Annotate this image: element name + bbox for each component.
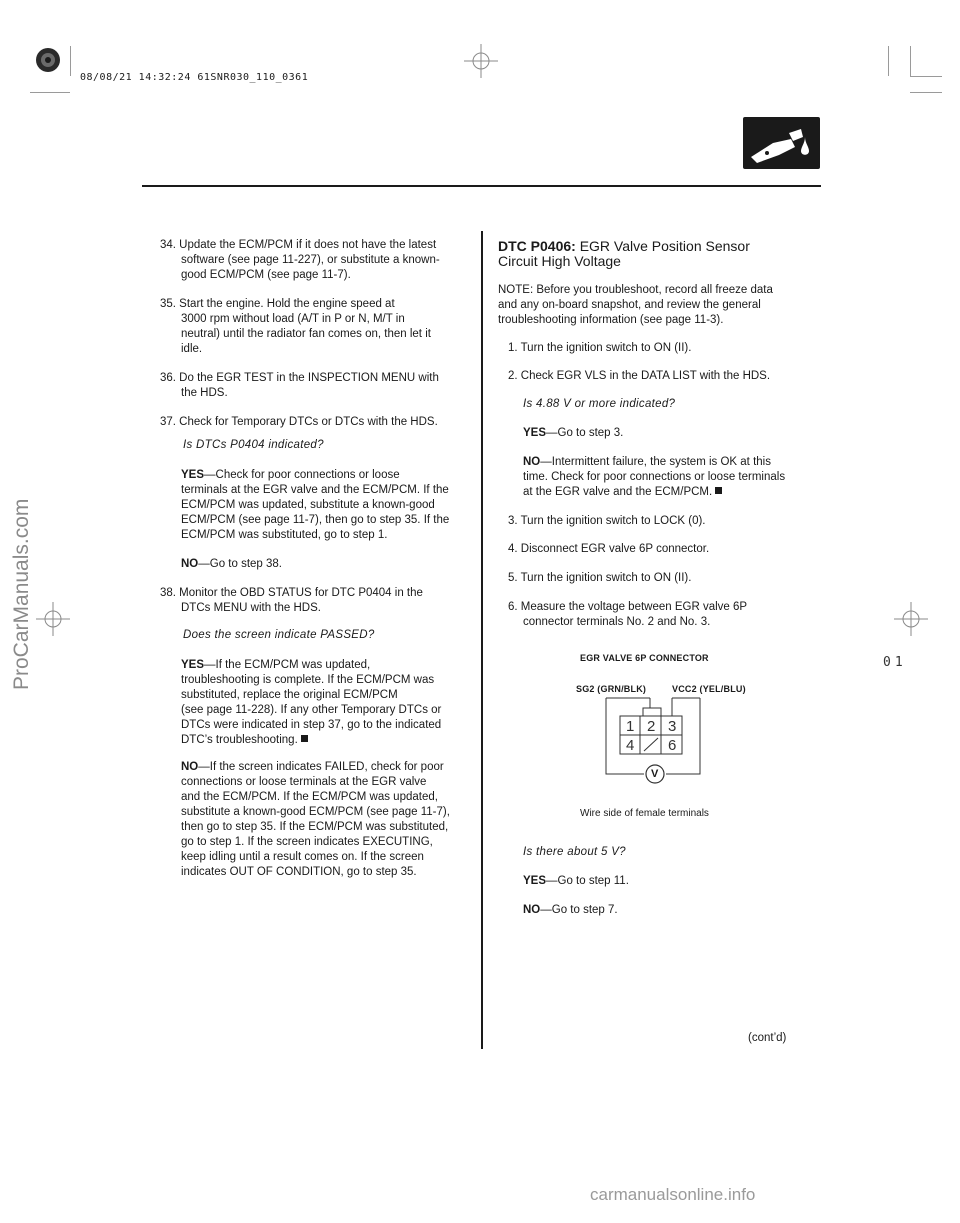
yes-answer-r1: YES—Go to step 3. (523, 427, 624, 439)
no-answer-1: NO—Go to step 38. (181, 558, 282, 570)
dash: — (204, 659, 216, 671)
registration-crosshair-right (894, 602, 928, 636)
yes-label: YES (523, 875, 547, 887)
question-p0404: Is DTCs P0404 indicated? (183, 439, 324, 451)
dash: — (198, 558, 210, 570)
header-rule (142, 185, 821, 187)
voltmeter-label: V (651, 768, 659, 780)
yes-label: YES (181, 469, 205, 481)
dash: — (546, 427, 558, 439)
dash: — (546, 875, 558, 887)
crop-mark (910, 92, 942, 93)
page-number: 01 (883, 655, 907, 670)
print-stamp: 08/08/21 14:32:24 61SNR030_110_0361 (80, 72, 309, 83)
dash: — (540, 904, 552, 916)
step-37: 37. Check for Temporary DTCs or DTCs with the HDS. (160, 416, 438, 428)
pin-1: 1 (626, 718, 635, 735)
section-tab (743, 117, 820, 169)
end-square-icon (715, 487, 722, 494)
pin-4: 4 (626, 737, 635, 754)
end-square-icon (301, 735, 308, 742)
vcc2-wire-label: VCC2 (YEL/BLU) (672, 684, 746, 694)
step-5: 5. Turn the ignition switch to ON (II). (508, 572, 692, 584)
dtc-heading-line-2: Circuit High Voltage (498, 253, 621, 269)
step-3: 3. Turn the ignition switch to LOCK (0). (508, 515, 706, 527)
no-label: NO (181, 558, 199, 570)
crop-mark (910, 46, 911, 76)
pin-2: 2 (647, 718, 656, 735)
column-divider (481, 231, 483, 1049)
crop-mark (70, 46, 71, 76)
side-watermark: ProCarManuals.com (10, 498, 33, 690)
registration-crosshair-left (36, 602, 70, 636)
crop-mark (30, 92, 70, 93)
pin-6: 6 (668, 737, 677, 754)
no-label: NO (523, 904, 541, 916)
dash: — (198, 761, 210, 773)
connector-diagram-title: EGR VALVE 6P CONNECTOR (580, 653, 709, 663)
pin-3: 3 (668, 718, 677, 735)
yes-answer-r2: YES—Go to step 11. (523, 875, 629, 887)
step-1: 1. Turn the ignition switch to ON (II). (508, 342, 692, 354)
continued-label: (cont’d) (748, 1032, 787, 1044)
question-5v: Is there about 5 V? (523, 846, 626, 858)
dtc-code: DTC P0406: (498, 238, 576, 254)
dash: — (540, 456, 552, 468)
crop-mark (888, 46, 889, 76)
question-passed: Does the screen indicate PASSED? (183, 629, 375, 641)
yes-label: YES (523, 427, 547, 439)
yes-label: YES (181, 659, 205, 671)
dash: — (204, 469, 216, 481)
no-label: NO (181, 761, 199, 773)
fuel-nozzle-icon (743, 117, 820, 169)
step-4: 4. Disconnect EGR valve 6P connector. (508, 543, 710, 555)
dtc-heading: DTC P0406: EGR Valve Position Sensor (498, 238, 750, 254)
step-2: 2. Check EGR VLS in the DATA LIST with the HDS. (508, 370, 771, 382)
question-voltage: Is 4.88 V or more indicated? (523, 398, 676, 410)
diagram-caption: Wire side of female terminals (580, 808, 709, 819)
registration-crosshair-top (464, 44, 498, 78)
no-label: NO (523, 456, 541, 468)
sg2-wire-label: SG2 (GRN/BLK) (576, 684, 647, 694)
no-answer-r2: NO—Go to step 7. (523, 904, 618, 916)
registration-mark-top-left (34, 46, 62, 74)
bottom-watermark: carmanualsonline.info (590, 1185, 756, 1204)
crop-mark (910, 76, 942, 77)
